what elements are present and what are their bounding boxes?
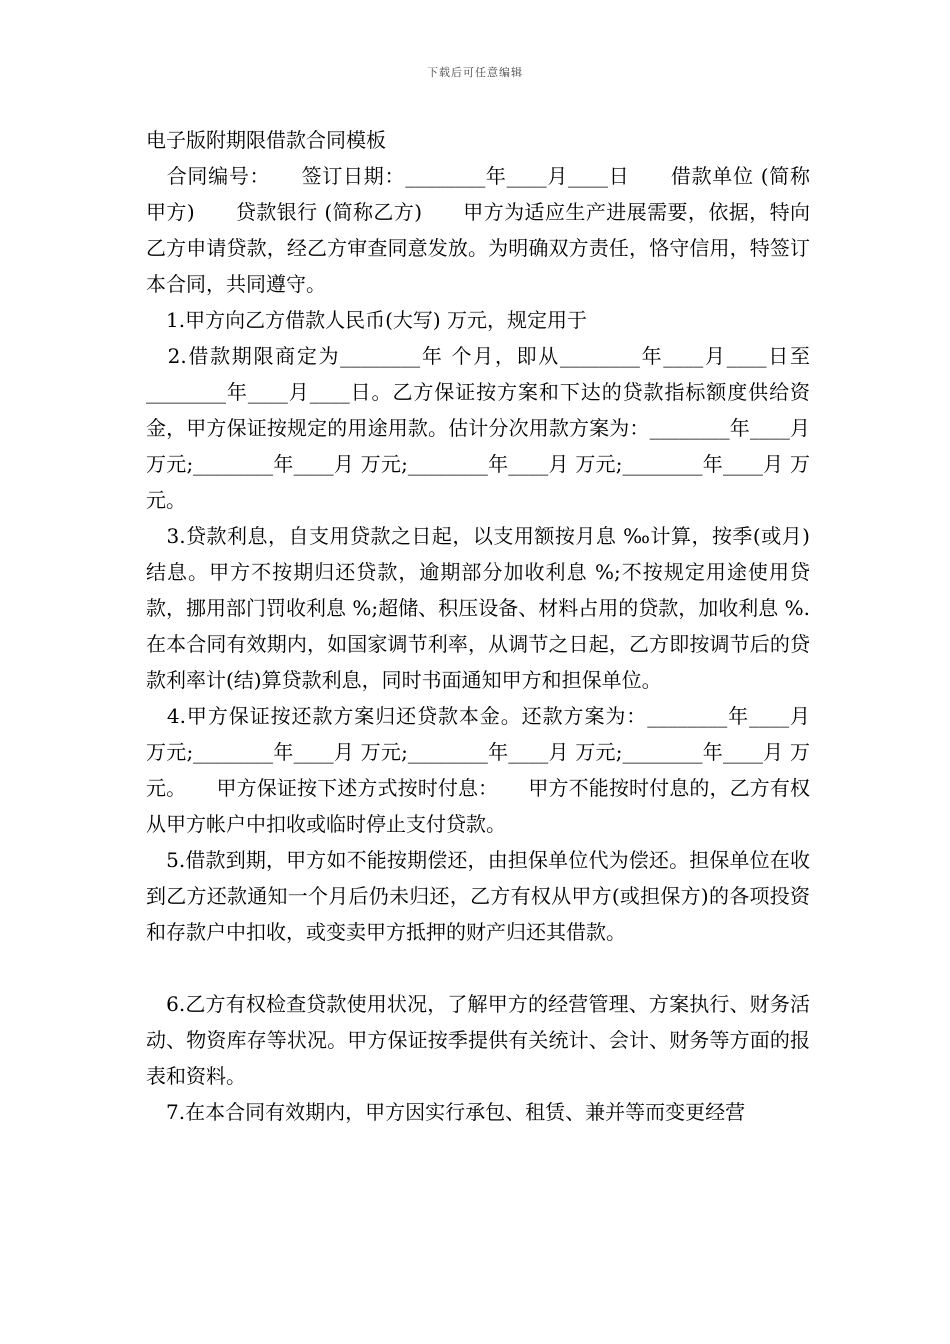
clause-1-paragraph: 1.甲方向乙方借款人民币(大写) 万元，规定用于 — [146, 308, 588, 332]
clause-3-paragraph: 3.贷款利息，自支用贷款之日起，以支用额按月息 ‰计算，按季(或月)结息。甲方不按期归还贷款，逾期部分加收利息 %;不按规定用途使用贷款，挪用部门罚收利息 %;超储、积压设备、材料占用的贷款，加收利息 %. 在本合同有效期内，如国家调节利率，从调节之日起，乙方即按调节后的贷款利率计(结)算贷款利息，同时书面通知甲方和担保单位。 — [146, 524, 850, 692]
document-body — [146, 122, 850, 1130]
page-header: 下载后可任意编辑 — [427, 66, 523, 79]
clause-6-paragraph: 6.乙方有权检查贷款使用状况，了解甲方的经营管理、方案执行、财务活动、物资库存等状况。甲方保证按季提供有关统计、会计、财务等方面的报表和资料。 — [146, 992, 810, 1088]
clause-4-paragraph: 4.甲方保证按还款方案归还贷款本金。还款方案为：________年____月 万元;________年____月 万元;________年____月 万元;________年____月 万元。 甲方保证按下述方式按时付息： 甲方不能按时付息的，乙方有权从甲方帐户中扣收或临时停止支付贷款。 — [146, 704, 810, 836]
clause-5-paragraph: 5.借款到期，甲方如不能按期偿还，由担保单位代为偿还。担保单位在收到乙方还款通知一个月后仍未归还，乙方有权从甲方(或担保方)的各项投资和存款户中扣收，或变卖甲方抵押的财产归还其借款。 — [146, 848, 810, 944]
document-title: 电子版附期限借款合同模板 — [146, 128, 386, 152]
paragraph-spacer — [146, 950, 810, 986]
clause-2-paragraph: 2.借款期限商定为________年 个月，即从________年____月____日至________年____月____日。乙方保证按方案和下达的贷款指标额度供给资金，甲方保证按规定的用途用款。估计分次用款方案为：________年____月 万元;________年____月 万元;________年____月 万元;________年____月 万元。 — [146, 344, 810, 512]
clause-7-paragraph: 7.在本合同有效期内，甲方因实行承包、租赁、兼并等而变更经营 — [146, 1100, 746, 1124]
contract-intro-paragraph: 合同编号： 签订日期：________年____月____日 借款单位 (简称甲方) 贷款银行 (简称乙方) 甲方为适应生产进展需要，依据，特向乙方申请贷款，经乙方审查同意发放。为明确双方责任，恪守信用，特签订本合同，共同遵守。 — [146, 164, 810, 296]
